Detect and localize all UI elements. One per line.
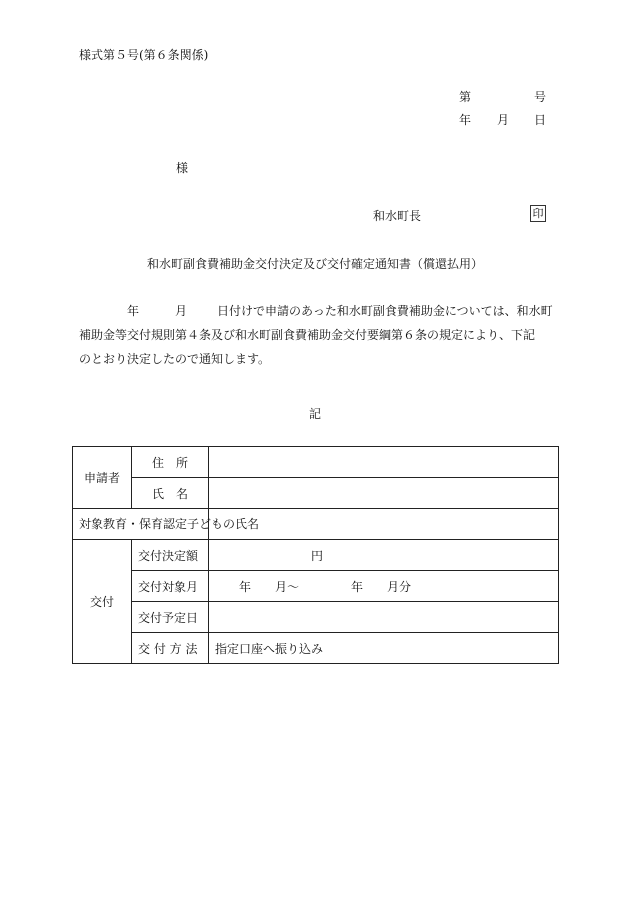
target-month-end-year: 年 [351, 579, 364, 594]
table-row-scheduled-date [73, 602, 559, 633]
body-line-3: のとおり決定したので通知します。 [79, 352, 271, 366]
date-day-label: 日 [534, 113, 547, 127]
applicant-label: 申請者 [73, 447, 132, 509]
table-row-address [73, 447, 559, 478]
scheduled-date-value[interactable] [209, 602, 559, 633]
target-month-range: 月～ [275, 579, 300, 594]
addressee-honorific: 様 [176, 161, 189, 175]
table-row-target-month [73, 571, 559, 602]
body-line-2: 補助金等交付規則第４条及び和水町副食費補助金交付要綱第６条の規定により、下記 [79, 328, 536, 342]
target-month-label: 交付対象月 [132, 571, 209, 602]
decision-amount-value[interactable] [209, 540, 559, 571]
scheduled-date-label: 交付予定日 [132, 602, 209, 633]
body-line-1-text: 日付けで申請のあった和水町副食費補助金については、和水町 [217, 304, 553, 318]
date-year-label: 年 [459, 113, 472, 127]
name-label: 氏 名 [132, 478, 209, 509]
address-value[interactable] [209, 447, 559, 478]
method-label: 交 付 方 法 [132, 633, 209, 664]
issuer-name: 和水町長 [373, 209, 422, 223]
target-month-start-year: 年 [239, 579, 252, 594]
body-year-label: 年 [127, 304, 140, 318]
target-child-label: 対象教育・保育認定子どもの氏名 [73, 509, 209, 540]
date-month-label: 月 [497, 113, 510, 127]
body-month-label: 月 [175, 304, 188, 318]
seal-mark: 印 [530, 205, 546, 222]
form-number: 様式第５号(第６条関係) [79, 48, 209, 62]
ki-heading: 記 [309, 407, 322, 421]
document-title: 和水町副食費補助金交付決定及び交付確定通知書（償還払用） [146, 257, 483, 271]
record-table [72, 446, 559, 664]
address-label: 住 所 [132, 447, 209, 478]
table-row-target-child [73, 509, 559, 540]
body-line-1 [127, 302, 553, 319]
grant-label: 交付 [73, 540, 132, 664]
table-row-method [73, 633, 559, 664]
name-value[interactable] [209, 478, 559, 509]
method-value: 指定口座へ振り込み [209, 633, 559, 664]
target-month-value[interactable] [209, 571, 559, 602]
document-number-suffix: 号 [534, 90, 547, 104]
table-row-name [73, 478, 559, 509]
table-row-decision-amount [73, 540, 559, 571]
target-child-value[interactable] [209, 509, 559, 540]
target-month-end: 月分 [387, 579, 412, 594]
document-number-prefix: 第 [459, 90, 472, 104]
decision-amount-label: 交付決定額 [132, 540, 209, 571]
yen-label: 円 [311, 548, 324, 563]
